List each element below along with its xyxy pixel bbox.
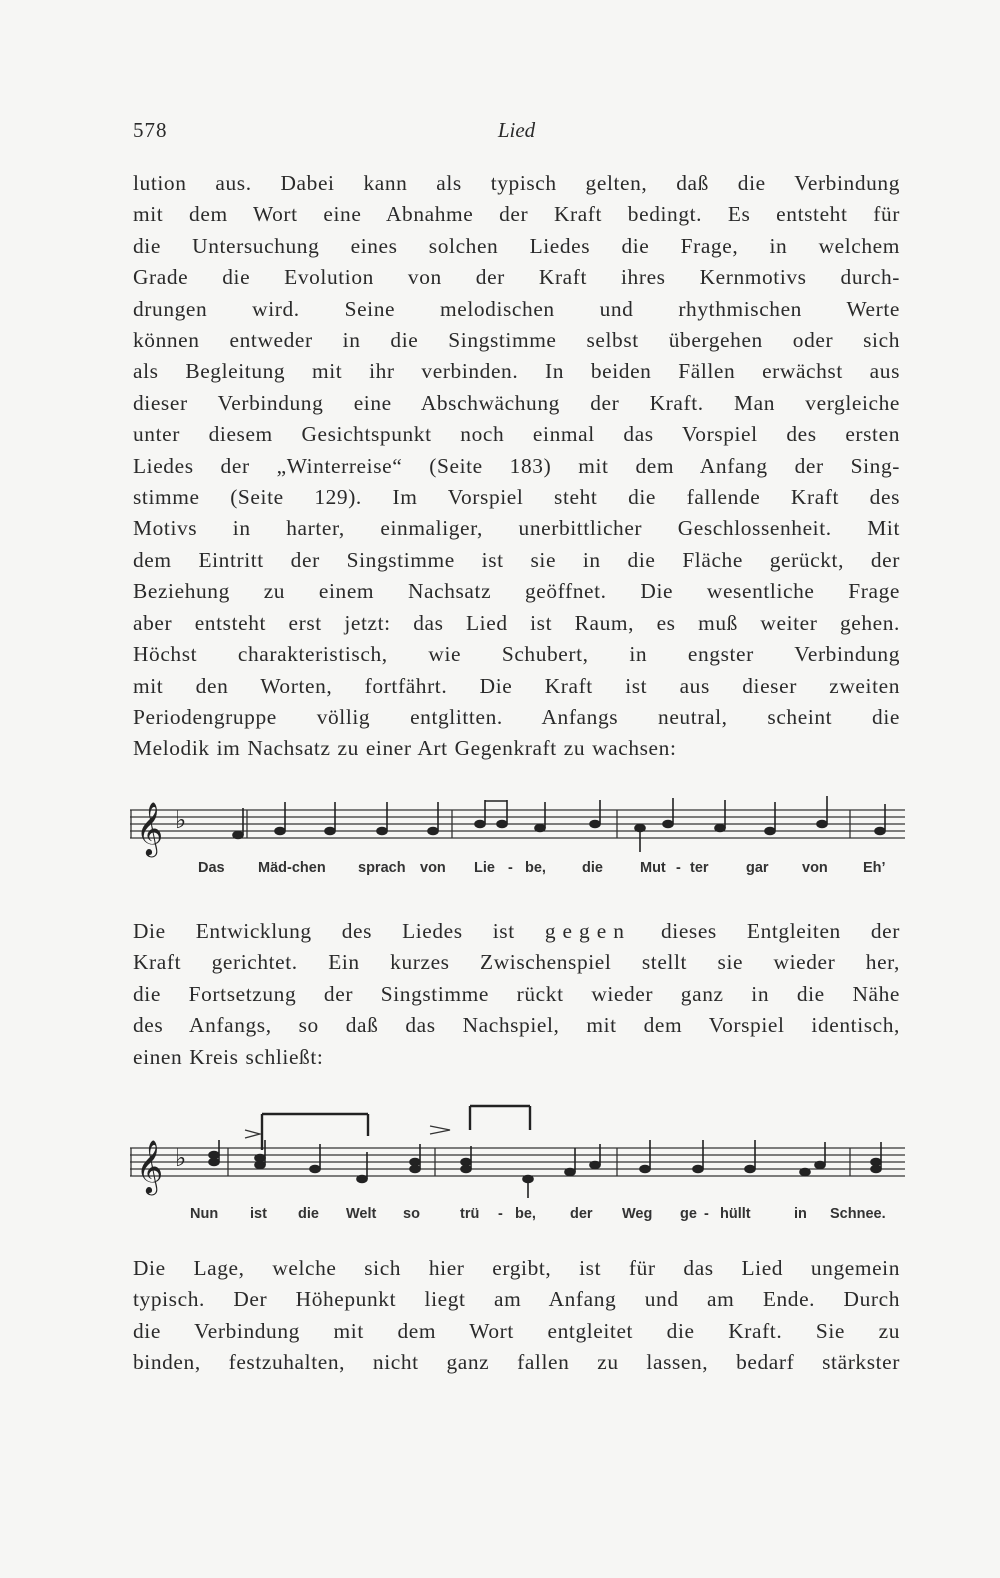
lyric-syllable: in	[794, 1206, 807, 1222]
text-line: des Anfangs, so daß das Nachspiel, mit dem Vorspiel identisch,	[133, 1013, 900, 1038]
text-line: Beziehung zu einem Nachsatz geöffnet. Die wesentliche Frage	[133, 579, 900, 604]
text-line	[133, 916, 900, 947]
music-staff-1	[130, 790, 905, 862]
running-title: Lied	[497, 118, 536, 142]
music-example-1	[130, 790, 905, 890]
text-line: Motivs in harter, einmaliger, unerbittlicher Geschlossenheit. Mit	[133, 516, 900, 541]
text-line: können entweder in die Singstimme selbst übergehen oder sich	[133, 328, 900, 353]
paragraph-2	[133, 916, 900, 1073]
text-line: Periodengruppe völlig entglitten. Anfangs neutral, scheint die	[133, 704, 900, 729]
lyric-syllable: Weg	[622, 1206, 653, 1222]
lyric-syllable: die	[298, 1206, 319, 1222]
text-line: Grade die Evolution von der Kraft ihres Kernmotivs durch-	[133, 265, 900, 290]
text-line: die Fortsetzung der Singstimme rückt wieder ganz in die Nähe	[133, 981, 900, 1006]
text-line: typisch. Der Höhepunkt liegt am Anfang und am Ende. Durch	[133, 1287, 900, 1312]
lyric-syllable: be,	[515, 1206, 536, 1222]
music-staff-2	[130, 1100, 905, 1200]
text-line: lution aus. Dabei kann als typisch gelten, daß die Verbindung	[133, 171, 900, 195]
text-line: die Untersuchung eines solchen Liedes die Frage, in welchem	[133, 233, 900, 258]
lyric-syllable: von	[802, 860, 828, 876]
lyric-syllable: so	[403, 1206, 420, 1222]
text-line: Liedes der „Winterreise“ (Seite 183) mit dem Anfang der Sing-	[133, 453, 900, 478]
lyric-syllable: sprach	[358, 860, 406, 876]
lyric-syllable: -	[704, 1206, 709, 1222]
text-line: stimme (Seite 129). Im Vorspiel steht die fallende Kraft des	[133, 485, 900, 510]
lyric-syllable: Lie	[474, 860, 495, 876]
text-line: als Begleitung mit ihr verbinden. In beiden Fällen erwächst aus	[133, 359, 900, 384]
lyric-syllable: be,	[525, 860, 546, 876]
text-line: drungen wird. Seine melodischen und rhythmischen Werte	[133, 296, 900, 321]
lyric-syllable: -	[676, 860, 681, 876]
text-run: dieses Entgleiten der	[660, 919, 900, 943]
lyric-syllable: Mäd-chen	[258, 860, 326, 876]
emphasized-word: gegen	[544, 919, 631, 943]
lyric-syllable: von	[420, 860, 446, 876]
text-line: mit dem Wort eine Abnahme der Kraft bedingt. Es entsteht für	[133, 202, 900, 227]
text-line: dem Eintritt der Singstimme ist sie in die Fläche gerückt, der	[133, 547, 900, 572]
lyrics-line-2	[130, 1206, 905, 1230]
lyric-syllable: ist	[250, 1206, 267, 1222]
lyric-syllable: trü	[460, 1206, 480, 1222]
lyric-syllable: gar	[746, 860, 769, 876]
flat-icon: ♭	[175, 1144, 187, 1172]
lyric-syllable: -	[498, 1206, 503, 1222]
lyric-syllable: Welt	[346, 1206, 377, 1222]
page-number: 578	[133, 118, 168, 142]
text-line: Die Lage, welche sich hier ergibt, ist für das Lied ungemein	[133, 1256, 900, 1280]
page-header	[133, 118, 900, 152]
flat-icon: ♭	[175, 806, 187, 834]
lyric-syllable: Schnee.	[830, 1206, 886, 1222]
lyric-syllable: ter	[690, 860, 709, 876]
text-line: aber entsteht erst jetzt: das Lied ist Raum, es muß weiter gehen.	[133, 610, 900, 635]
text-line: einen Kreis schließt:	[133, 1044, 324, 1069]
treble-clef-icon: 𝄞	[136, 1139, 164, 1193]
text-line: Kraft gerichtet. Ein kurzes Zwischenspiel stellt sie wieder her,	[133, 950, 900, 975]
treble-clef-icon: 𝄞	[136, 801, 164, 855]
lyric-syllable: Nun	[190, 1206, 219, 1222]
lyric-syllable: hüllt	[720, 1206, 751, 1222]
paragraph-3	[133, 1253, 900, 1379]
lyric-syllable: der	[570, 1206, 593, 1222]
lyric-syllable: Das	[198, 860, 225, 876]
text-line: Melodik im Nachsatz zu einer Art Gegenkraft zu wachsen:	[133, 736, 677, 761]
text-line: mit den Worten, fortfährt. Die Kraft ist aus dieser zweiten	[133, 673, 900, 698]
text-line: binden, festzuhalten, nicht ganz fallen zu lassen, bedarf stärkster	[133, 1350, 900, 1375]
lyric-syllable: die	[582, 860, 603, 876]
lyric-syllable: -	[508, 860, 513, 876]
text-run: Die Entwicklung des Liedes ist	[133, 919, 515, 943]
lyric-syllable: Eh’	[863, 860, 886, 876]
text-line: dieser Verbindung eine Abschwächung der Kraft. Man vergleiche	[133, 390, 900, 415]
music-example-2	[130, 1100, 905, 1230]
text-line: die Verbindung mit dem Wort entgleitet die Kraft. Sie zu	[133, 1318, 900, 1343]
text-line: unter diesem Gesichtspunkt noch einmal das Vorspiel des ersten	[133, 422, 900, 447]
lyrics-line-1	[130, 860, 905, 884]
lyric-syllable: Mut	[640, 860, 666, 876]
paragraph-1	[133, 168, 900, 765]
lyric-syllable: ge	[680, 1206, 697, 1222]
text-line: Höchst charakteristisch, wie Schubert, in engster Verbindung	[133, 642, 900, 667]
